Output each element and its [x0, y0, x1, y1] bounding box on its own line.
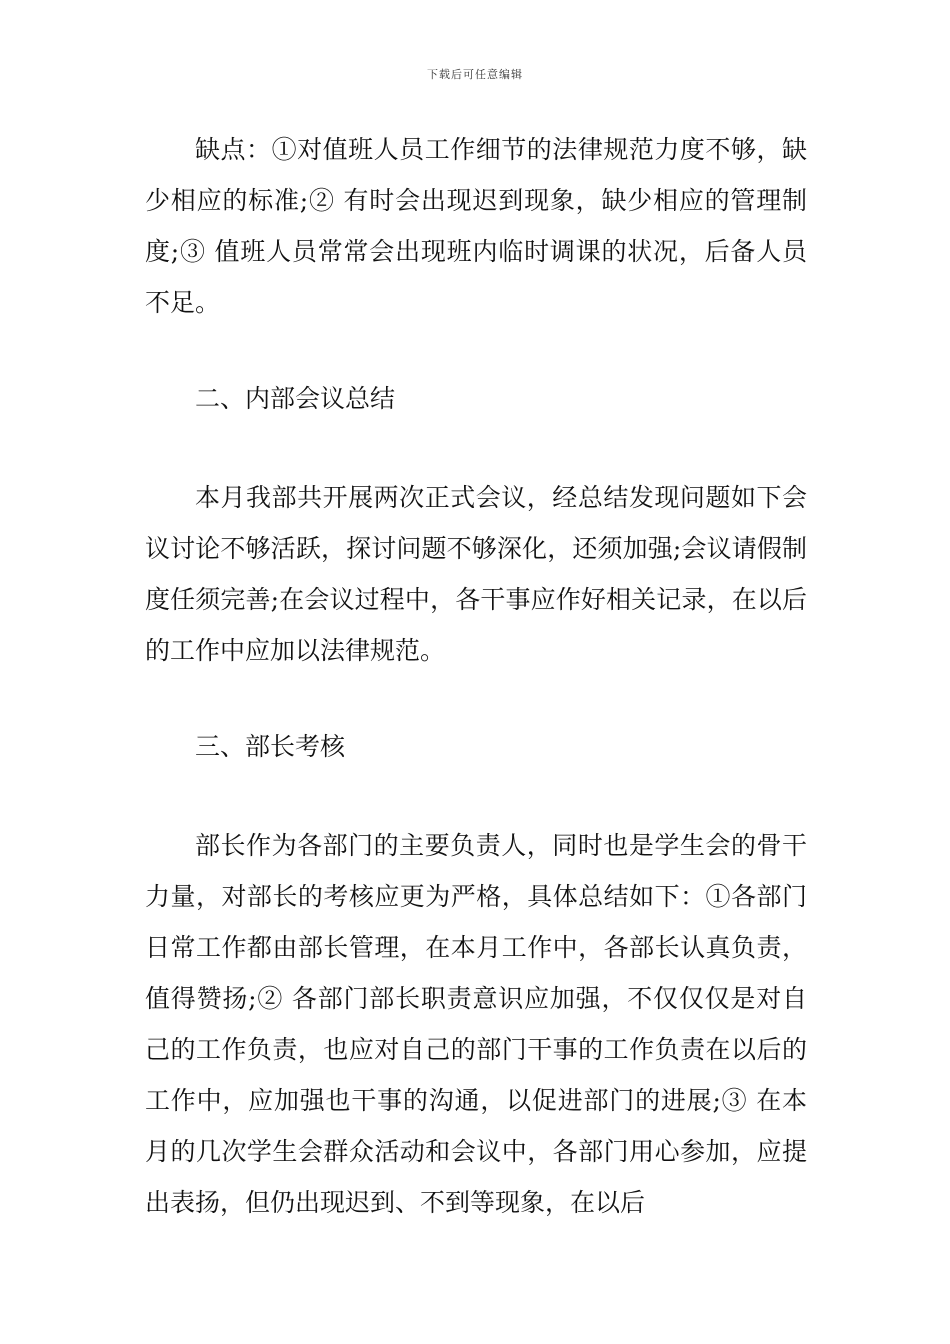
- section-heading-minister-assessment: 三、部长考核: [195, 732, 346, 761]
- paragraph-minister-assessment: 部长作为各部门的主要负责人，同时也是学生会的骨干力量，对部长的考核应更为严格，具体总结如下：①各部门日常工作都由部长管理，在本月工作中，各部长认真负责，值得赞扬;② 各部门部长职责意识应加强，不仅仅仅是对自己的工作负责，也应对自己的部门干事的工作负责在以后的工作中，应加强也干事的沟通，以促进部门的进展;③ 在本月的几次学生会群众活动和会议中，各部门用心参加，应提出表扬，但仍出现迟到、不到等现象，在以后: [145, 831, 807, 1217]
- header-note: 下载后可任意编辑: [427, 68, 523, 81]
- paragraph-meeting-summary: 本月我部共开展两次正式会议，经总结发现问题如下会议讨论不够活跃，探讨问题不够深化，还须加强;会议请假制度任须完善;在会议过程中，各干事应作好相关记录，在以后的工作中应加以法律规范。: [145, 483, 807, 665]
- paragraph-shortcomings: 缺点：①对值班人员工作细节的法律规范力度不够，缺少相应的标准;② 有时会出现迟到现象，缺少相应的管理制度;③ 值班人员常常会出现班内临时调课的状况，后备人员不足。: [145, 135, 807, 317]
- section-heading-meeting-summary: 二、内部会议总结: [195, 384, 396, 413]
